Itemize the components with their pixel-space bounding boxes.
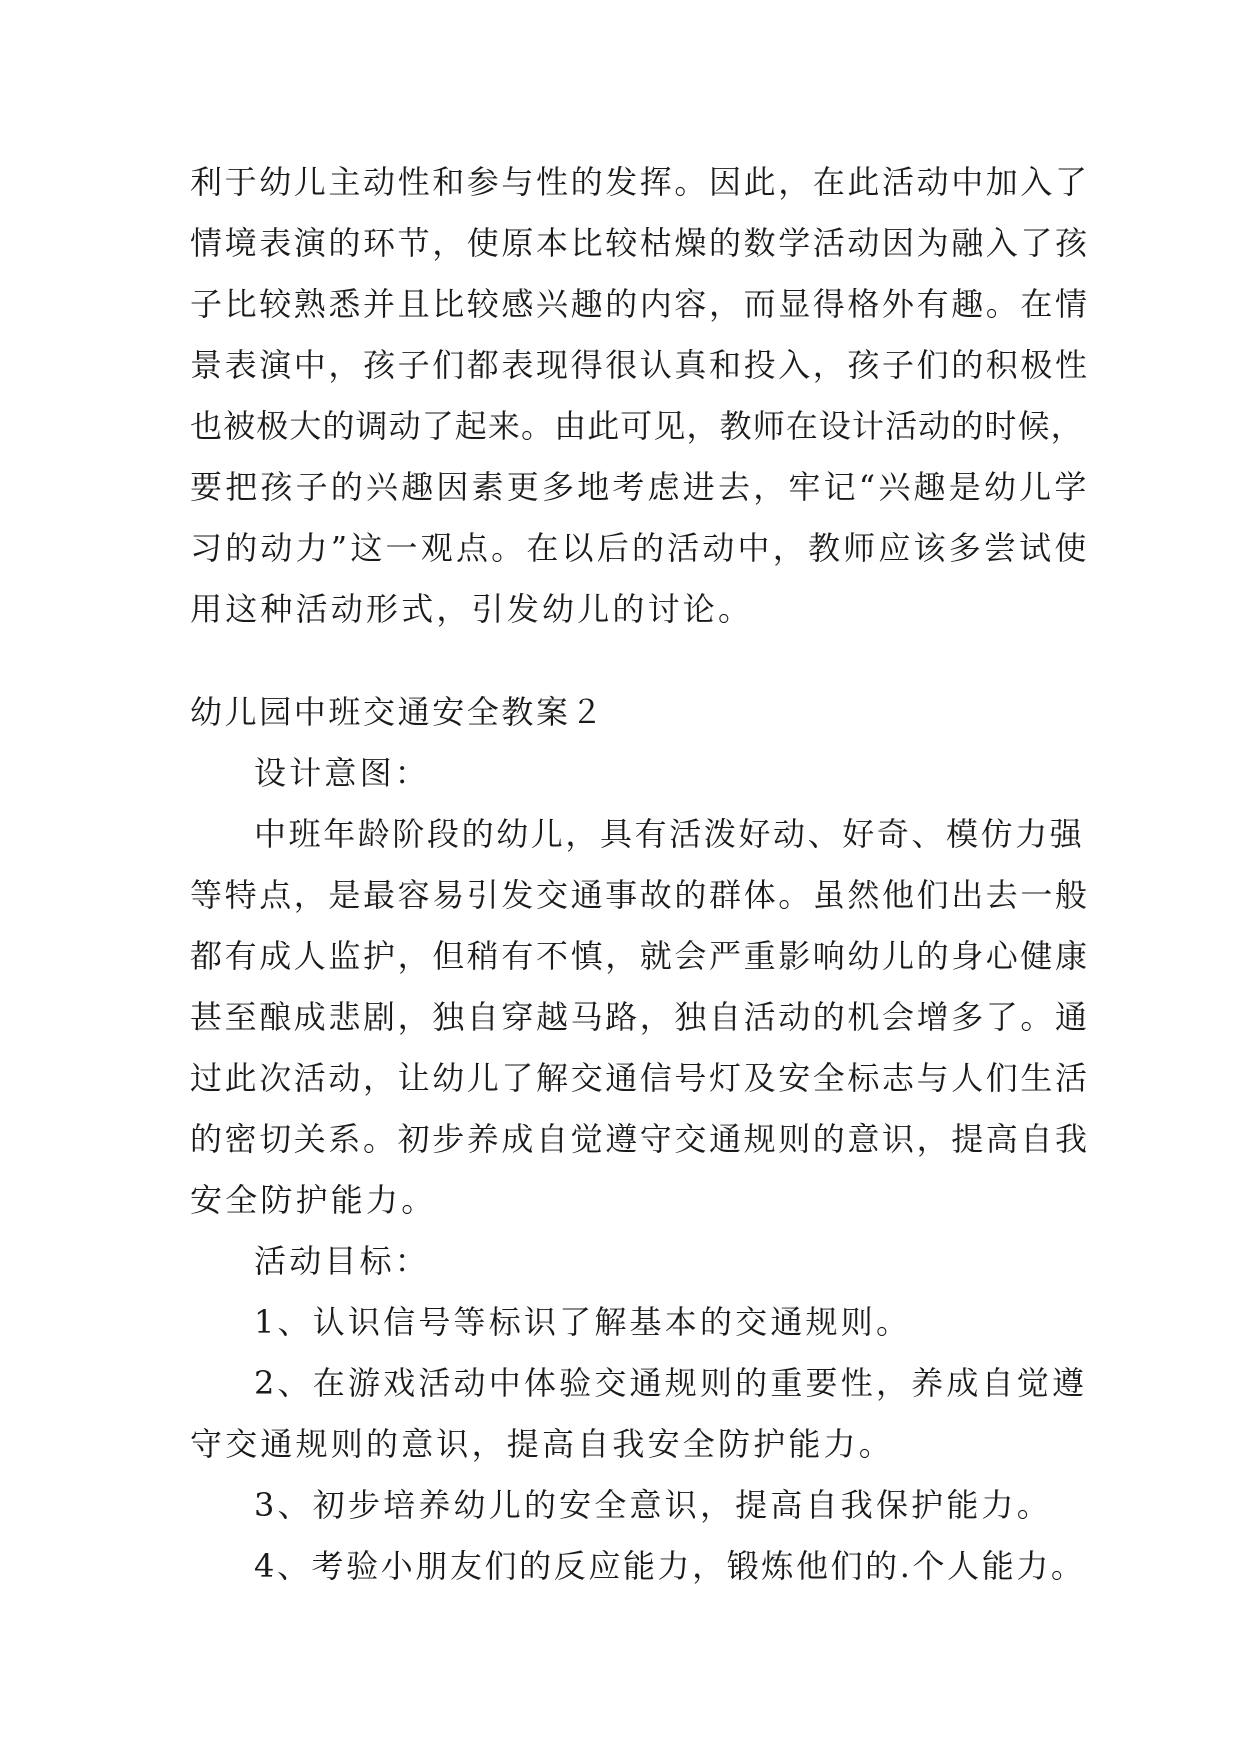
paragraph-line: 景表演中，孩子们都表现得很认真和投入，孩子们的积极性 bbox=[190, 346, 1090, 384]
goals-heading: 活动目标： bbox=[254, 1242, 431, 1280]
paragraph-line: 甚至酿成悲剧，独自穿越马路，独自活动的机会增多了。通 bbox=[190, 998, 1090, 1036]
paragraph-line: 中班年龄阶段的幼儿，具有活泼好动、好奇、模仿力强 bbox=[254, 815, 1085, 853]
paragraph-line: 的密切关系。初步养成自觉遵守交通规则的意识，提高自我 bbox=[190, 1120, 1090, 1158]
goal-item-2-continued: 守交通规则的意识，提高自我安全防护能力。 bbox=[190, 1425, 895, 1463]
paragraph-line: 习的动力”这一观点。在以后的活动中，教师应该多尝试使 bbox=[190, 529, 1090, 567]
paragraph-line: 子比较熟悉并且比较感兴趣的内容，而显得格外有趣。在情 bbox=[190, 285, 1090, 323]
paragraph-line: 要把孩子的兴趣因素更多地考虑进去，牢记“兴趣是幼儿学 bbox=[190, 468, 1090, 506]
goal-item-3: 3、初步培养幼儿的安全意识，提高自我保护能力。 bbox=[254, 1486, 1052, 1524]
paragraph-line: 情境表演的环节，使原本比较枯燥的数学活动因为融入了孩 bbox=[190, 224, 1090, 262]
paragraph-line: 都有成人监护，但稍有不慎，就会严重影响幼儿的身心健康 bbox=[190, 937, 1090, 975]
paragraph-line: 用这种活动形式，引发幼儿的讨论。 bbox=[190, 590, 754, 628]
paragraph-line: 安全防护能力。 bbox=[190, 1181, 437, 1219]
paragraph-line: 利于幼儿主动性和参与性的发挥。因此，在此活动中加入了 bbox=[190, 163, 1090, 201]
paragraph-line: 过此次活动，让幼儿了解交通信号灯及安全标志与人们生活 bbox=[190, 1059, 1090, 1097]
section-title: 幼儿园中班交通安全教案２ bbox=[190, 693, 606, 731]
design-intent-heading: 设计意图： bbox=[254, 754, 431, 792]
goal-item-1: 1、认识信号等标识了解基本的交通规则。 bbox=[254, 1303, 912, 1341]
goal-item-2: 2、在游戏活动中体验交通规则的重要性，养成自觉遵 bbox=[254, 1364, 1088, 1402]
goal-item-4: 4、考验小朋友们的反应能力，锻炼他们的.个人能力。 bbox=[254, 1547, 1086, 1585]
paragraph-line: 等特点，是最容易引发交通事故的群体。虽然他们出去一般 bbox=[190, 876, 1090, 914]
paragraph-line: 也被极大的调动了起来。由此可见，教师在设计活动的时候， bbox=[190, 407, 1084, 445]
